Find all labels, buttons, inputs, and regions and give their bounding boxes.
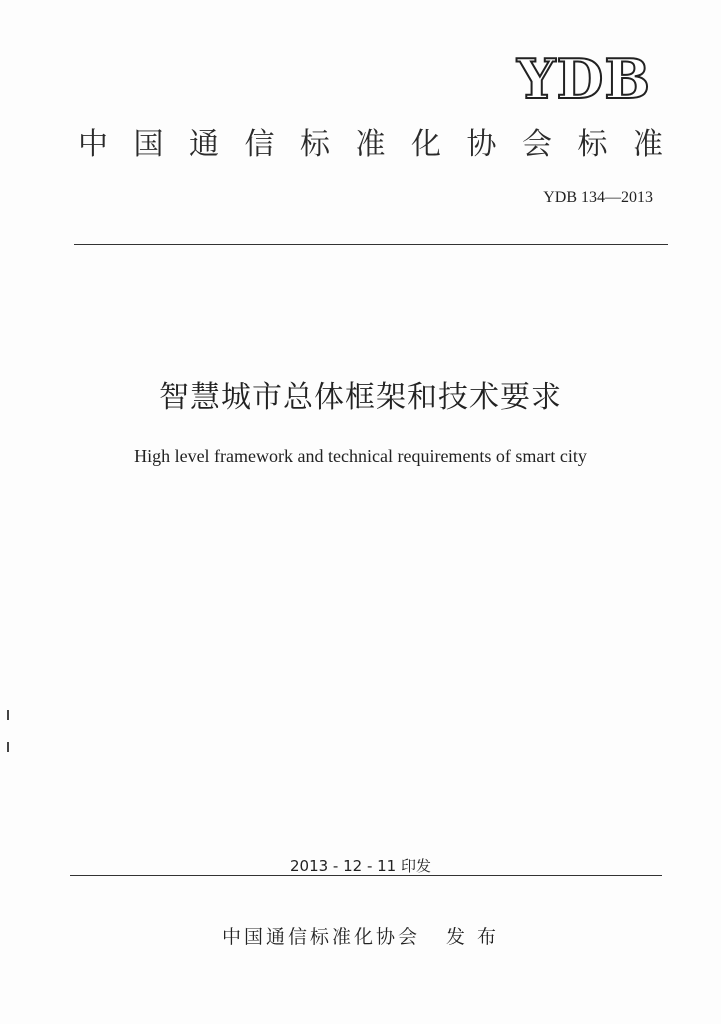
header-char: 准 (633, 127, 663, 162)
header-char: 中 (78, 127, 108, 162)
header-char: 信 (244, 127, 275, 162)
ydb-logo: YDB (516, 47, 651, 111)
publisher-name: 中国通信标准化协会 (222, 926, 421, 948)
title-chinese: 智慧城市总体框架和技术要求 (159, 380, 562, 415)
header-char: 通 (189, 127, 219, 162)
publish-action: 发 布 (446, 926, 500, 948)
scan-mark (7, 710, 9, 720)
publisher-line (222, 922, 499, 949)
print-date: 2013 - 12 - 11 印发 (289, 857, 431, 875)
header-char: 化 (411, 127, 441, 162)
scan-mark (7, 742, 9, 752)
header-char: 协 (466, 127, 497, 162)
footer-divider (70, 875, 662, 876)
standard-number: YDB 134—2013 (543, 189, 653, 206)
header-char: 标 (577, 127, 608, 162)
header-char: 国 (133, 127, 164, 162)
organization-header (78, 127, 663, 162)
header-char: 会 (522, 127, 552, 162)
header-char: 准 (355, 127, 386, 162)
title-english: High level framework and technical requirements of smart city (134, 446, 587, 466)
header-char: 标 (300, 127, 330, 162)
header-divider (74, 244, 668, 245)
